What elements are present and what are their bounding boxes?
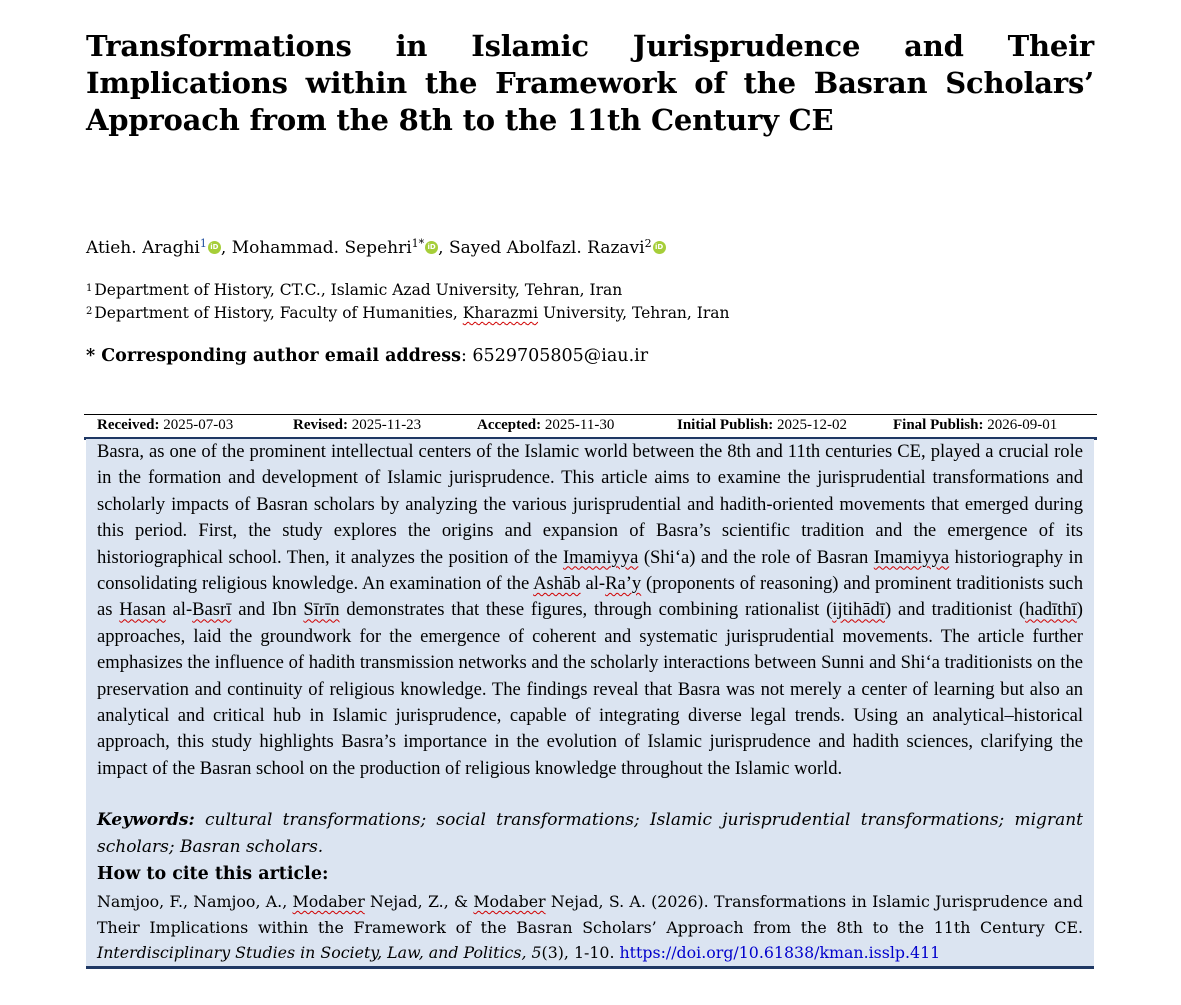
author-name: Atieh. Araghi (86, 238, 200, 258)
citation-journal: Interdisciplinary Studies in Society, Law, and Politics, 5 (97, 943, 542, 962)
affiliation-sup: 2 (86, 306, 93, 317)
date-received: Received: 2025-07-03 (97, 417, 234, 433)
doi-link[interactable]: https://doi.org/10.61838/kman.isslp.411 (619, 943, 941, 962)
spellcheck-word: Hasan (119, 599, 166, 621)
corresponding-email[interactable]: 6529705805@iau.ir (472, 346, 649, 366)
orcid-icon[interactable]: iD (653, 241, 666, 254)
author-name: Sayed Abolfazl. Razavi (448, 238, 645, 258)
spellcheck-word: hadīthī (1025, 599, 1077, 621)
author-affiliation-sup: 1* (411, 237, 425, 250)
spellcheck-word: Kharazmi (462, 304, 539, 322)
citation-text: Namjoo, F., Namjoo, A., Modaber Nejad, Z., & Modaber Nejad, S. A. (2026). Transformations in Islamic Jurisprudence and Their Implications within the Framework of the Basran Scholars’ Approach from the 8th to the 11th Century CE. Interdisciplinary Studies in Society, Law, and Politics, 5(3), 1-10. https://doi.org/10.61838/kman.isslp.411 (97, 892, 1083, 962)
author-name: Mohammad. Sepehri (231, 238, 412, 258)
date-initial-publish: Initial Publish: 2025-12-02 (677, 417, 848, 433)
spellcheck-word: ijtihādī (832, 599, 885, 621)
keywords (97, 807, 1083, 860)
spellcheck-word: Basrī (192, 599, 232, 621)
affiliation-text: Department of History, CT.C., Islamic Azad University, Tehran, Iran (94, 281, 623, 299)
author-affiliation-sup: 1 (199, 237, 207, 250)
spellcheck-word: Ra’y (605, 573, 642, 595)
spellcheck-word: Modaber (292, 892, 365, 911)
article-title: Transformations in Islamic Jurisprudence and Their Implications within the Framework of the Basran Scholars’ Approach from the 8th to the 11th Century CE (86, 29, 1094, 137)
author-affiliation-sup: 2 (644, 237, 652, 250)
date-final-publish: Final Publish: 2026-09-01 (893, 417, 1058, 433)
date-revised: Revised: 2025-11-23 (293, 417, 422, 433)
orcid-icon[interactable]: iD (425, 241, 438, 254)
corresponding-author: * Corresponding author email address: 6529705805@iau.ir (86, 346, 649, 366)
keywords-label: Keywords: (97, 810, 195, 830)
abstract-panel (86, 439, 1094, 969)
affiliation-1 (86, 278, 730, 301)
spellcheck-word: Sīrīn (303, 599, 340, 621)
author-line: Atieh. Araghi$^1$ iD , Mohammad. Sepehri$^{1*}$ iD , Sayed Abolfazl. Razavi$^2$ iD (86, 232, 666, 260)
keywords-text: cultural transformations; social transformations; Islamic jurisprudential transformations; migrant scholars; Basran scholars. (97, 810, 1083, 857)
affiliations (86, 278, 730, 324)
spellcheck-word: Imamiyya (873, 546, 950, 568)
affiliation-2: $^2$ Department of History, Faculty of Humanities, Kharazmi University, Tehran, Iran (86, 304, 730, 322)
affiliation-sup: 1 (86, 283, 93, 294)
abstract-text: Basra, as one of the prominent intellectual centers of the Islamic world between the 8th and 11th centuries CE, played a crucial role in the formation and development of Islamic jurisprudence. This article aims to examine the jurisprudential transformations and scholarly impacts of Basran scholars by analyzing the various jurisprudential and hadith-oriented movements that emerged during this period. First, the study explores the origins and expansion of Basra’s scientific tradition and the emergence of its historiographical school. Then, it analyzes the position of the Imamiyya (Shi‘a) and the role of Basran Imamiyya historiography in consolidating religious knowledge. An examination of the Ashāb al-Ra’y (proponents of reasoning) and prominent traditionists such as Hasan al-Basrī and Ibn Sīrīn demonstrates that these figures, through combining rationalist (ijtihādī) and traditionist (hadīthī) approaches, laid the groundwork for the emergence of coherent and systematic jurisprudential movements. The article further emphasizes the influence of hadith transmission networks and the scholarly interactions between Sunni and Shi‘a traditionists on the preservation and continuity of religious knowledge. The findings reveal that Basra was not merely a center of learning but also an analytical and critical hub in Islamic jurisprudence, capable of integrating diverse legal trends. Using an analytical–historical approach, this study highlights Basra’s importance in the evolution of Islamic jurisprudence and hadith sciences, clarifying the impact of the Basran school on the production of religious knowledge throughout the Islamic world. (97, 441, 1084, 779)
corresponding-label: * Corresponding author email address (86, 346, 461, 366)
spellcheck-word: Ashāb (533, 573, 581, 595)
publication-dates-bar (84, 414, 1097, 440)
orcid-icon[interactable]: iD (208, 241, 221, 254)
citation-heading: How to cite this article: (97, 864, 329, 884)
spellcheck-word: Imamiyya (562, 546, 639, 568)
spellcheck-word: Modaber (473, 892, 546, 911)
date-accepted: Accepted: 2025-11-30 (477, 417, 615, 433)
